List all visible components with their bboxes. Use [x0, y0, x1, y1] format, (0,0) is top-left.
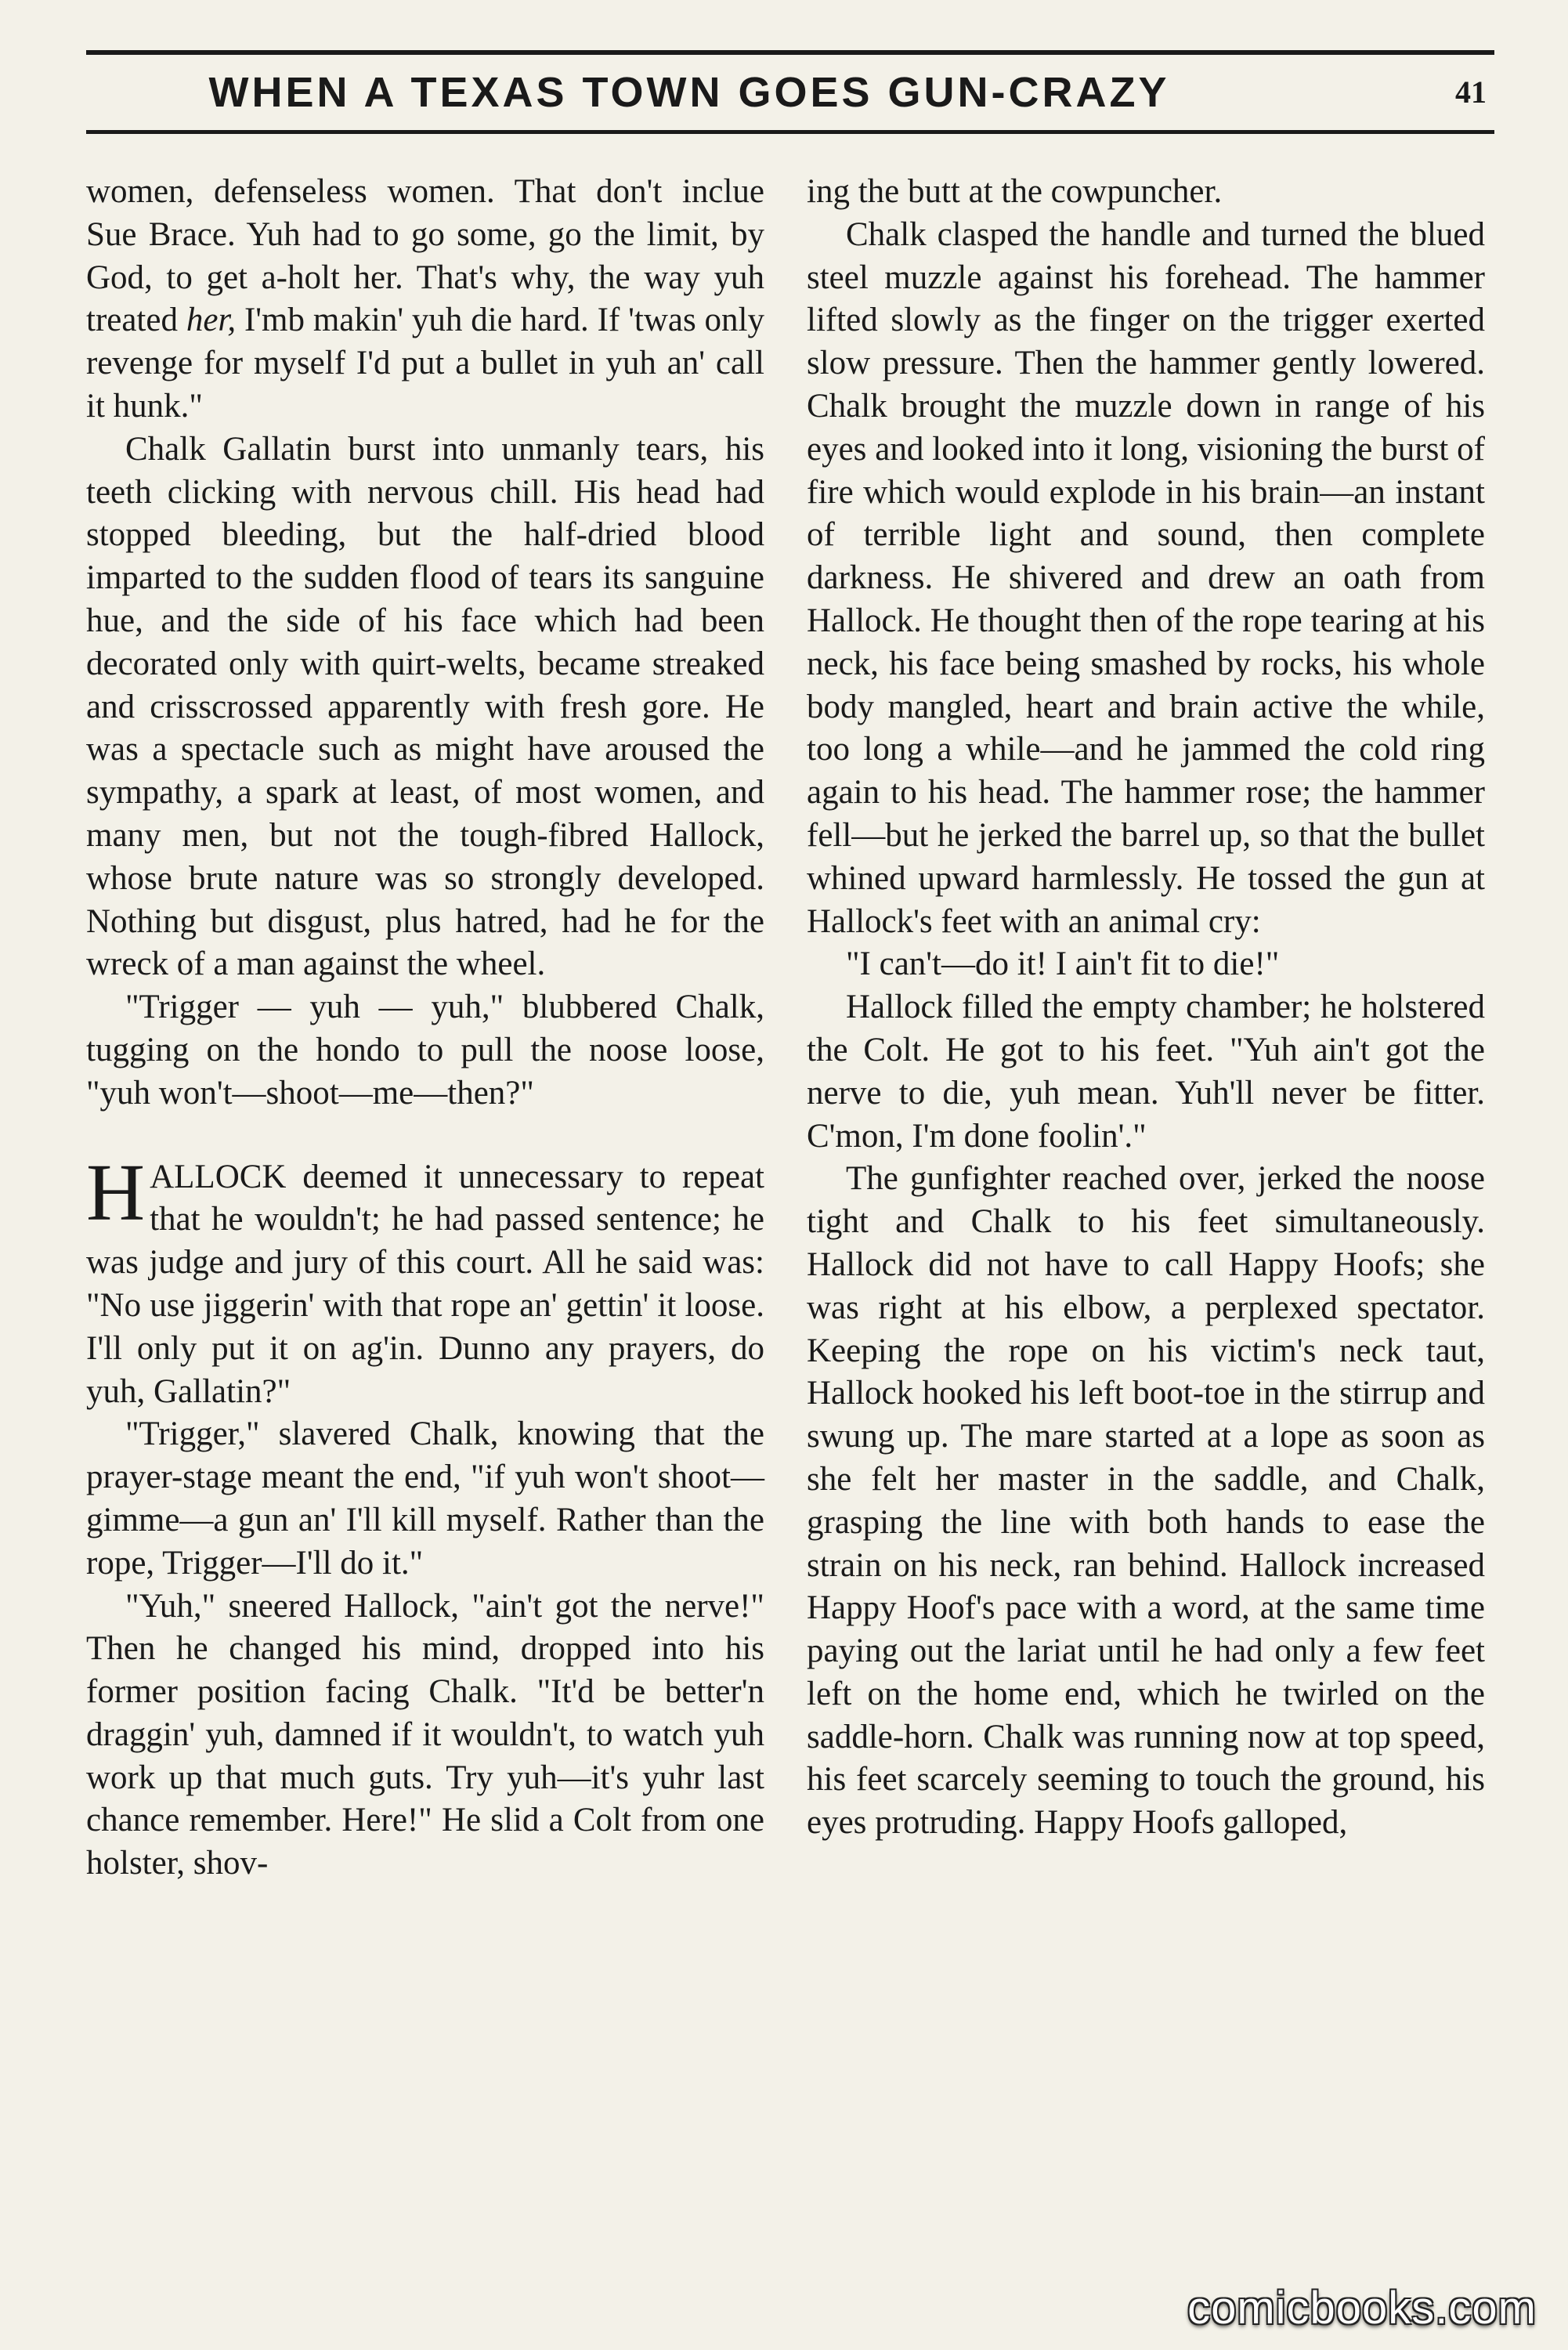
paragraph-text: I'mb makin' yuh die hard. If 'twas only revenge for myself I'd put a bullet in yuh an' call it hunk." [86, 302, 764, 425]
paragraph: "I can't—do it! I ain't fit to die!" [846, 945, 1280, 983]
watermark: comicbooks.com [1187, 2283, 1537, 2334]
paragraph: "Trigger," slavered Chalk, knowing that the prayer-stage meant the end, "if yuh won't shoot—gimme—a gun an' I'll kill myself. Rather than the rope, Trigger—I'll do it." [86, 1415, 764, 1582]
paragraph: Chalk clasped the handle and turned the blued steel muzzle against his forehead. The hammer lifted slowly as the finger on the trigger exerted slow pressure. Then the hammer gently lowered. Chalk brought the muzzle down in range of his eyes and looked into it long, visioning the burst of fire which would explode in his brain—an instant of terrible light and sound, then complete darkness. He shivered and drew an oath from Hallock. He thought then of the rope tearing at his neck, his face being smashed by rocks, his whole body mangled, heart and brain active the while, too long a while—and he jammed the cold ring again to his head. The hammer rose; the hammer fell—but he jerked the barrel up, so that the bullet whined upward harmlessly. He tossed the gun at Hallock's feet with an animal cry: [807, 215, 1485, 940]
paragraph [86, 171, 764, 428]
drop-cap: H [86, 1147, 146, 1238]
text-column-right [807, 171, 1485, 1845]
paragraph-text: women, defenseless women. That don't inclue Sue Brace. Yuh had to go some, go the limit, by God, to get a-holt her. That's why, the way yuh treated [86, 173, 764, 339]
paragraph: "Trigger — yuh — yuh," blubbered Chalk, tugging on the hondo to pull the noose loose, "yuh won't—shoot—me—then?" [86, 989, 764, 1112]
header-rule-bottom [86, 130, 1494, 134]
emphasized-text: her, [186, 302, 237, 339]
paragraph: Hallock filled the empty chamber; he holstered the Colt. He got to his feet. "Yuh ain't got the nerve to die, yuh mean. Yuh'll never be fitter. C'mon, I'm done foolin'." [807, 989, 1485, 1155]
paragraph: Chalk Gallatin burst into unmanly tears, his teeth clicking with nervous chill. His head had stopped bleeding, but the half-dried blood imparted to the sudden flood of tears its sanguine hue, and the side of his face which had been decorated only with quirt-welts, became streaked and crisscrossed apparently with fresh gore. He was a spectacle such as might have aroused the sympathy, a spark at least, of most women, and many men, but not the tough-fibred Hallock, whose brute nature was so strongly developed. Nothing but disgust, plus hatred, had he for the wreck of a man against the wheel. [86, 430, 764, 983]
page-number: 41 [1455, 74, 1487, 110]
text-column-left [86, 171, 764, 1885]
paragraph-text: ALLOCK deemed it unnecessary to repeat that he wouldn't; he had passed sentence; he was judge and jury of this court. All he said was: "No use jiggerin' with that rope an' gettin' it loose. I'll only put it on ag'in. Dunno any prayers, do yuh, Gallatin?" [86, 1158, 764, 1410]
paragraph: ing the butt at the cowpuncher. [807, 173, 1223, 210]
page-running-title: WHEN A TEXAS TOWN GOES GUN-CRAZY [208, 69, 1170, 116]
paragraph-with-dropcap [86, 1147, 764, 1414]
header-rule-top [86, 50, 1494, 55]
paragraph: "Yuh," sneered Hallock, "ain't got the nerve!" Then he changed his mind, dropped into his former position facing Chalk. "It'd be better'n draggin' yuh, damned if it wouldn't, to watch yuh work up that much guts. Try yuh—it's yuhr last chance remember. Here!" He slid a Colt from one holster, shov- [86, 1587, 764, 1882]
paragraph: The gunfighter reached over, jerked the noose tight and Chalk to his feet simultaneously. Hallock did not have to call Happy Hoofs; she was right at his elbow, a perplexed spectator. Keeping the rope on his victim's neck taut, Hallock hooked his left boot-toe in the stirrup and swung up. The mare started at a lope as soon as she felt her master in the saddle, and Chalk, grasping the line with both hands to ease the strain on his neck, ran behind. Hallock increased Happy Hoof's pace with a word, at the same time paying out the lariat until he had only a few feet left on the home end, which he twirled on the saddle-horn. Chalk was running now at top speed, his feet scarcely seeming to touch the ground, his eyes protruding. Happy Hoofs galloped, [807, 1160, 1485, 1842]
